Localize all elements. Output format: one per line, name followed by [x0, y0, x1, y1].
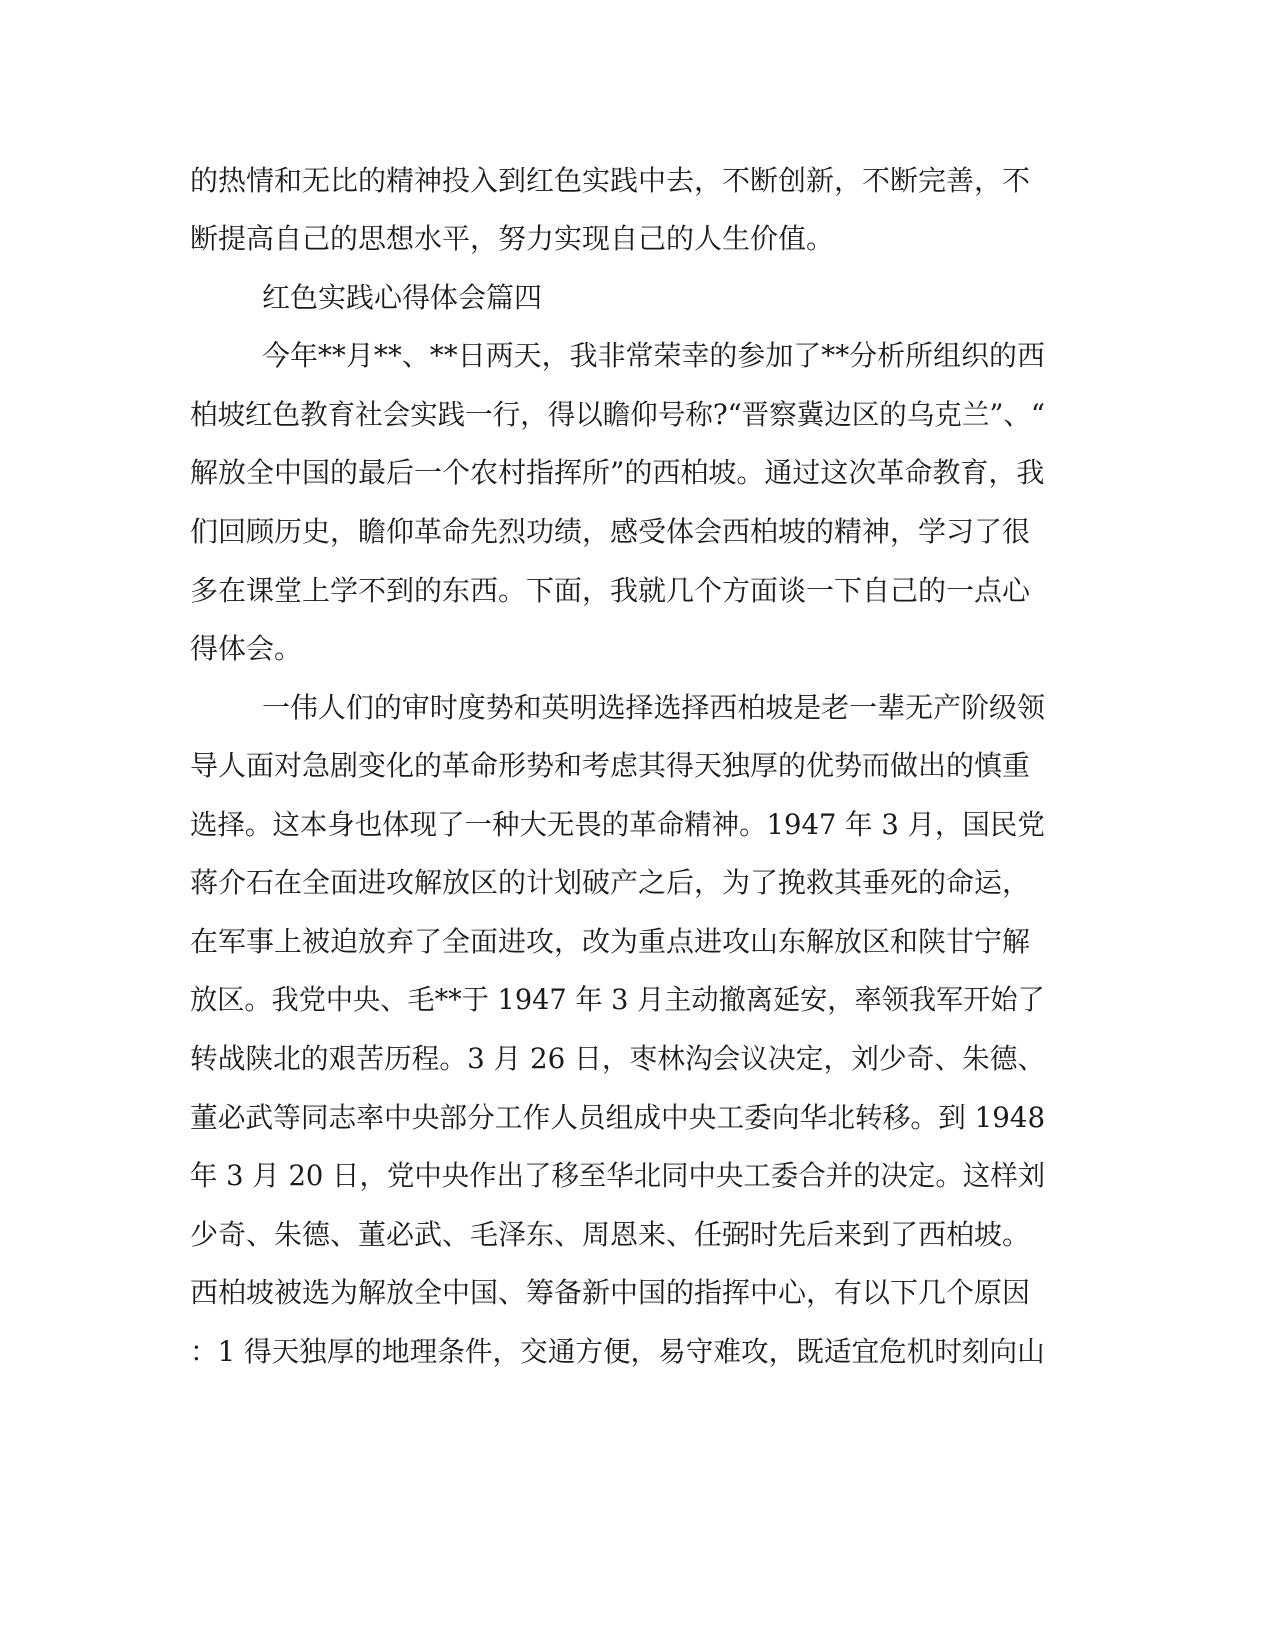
text-line: 年 3 月 20 日，党中央作出了移至华北同中央工委合并的决定。这样刘 [190, 1159, 1046, 1192]
text-line: 柏坡红色教育社会实践一行，得以瞻仰号称?“晋察冀边区的乌克兰”、“ [190, 398, 1046, 431]
text-line: 放区。我党中央、毛**于 1947 年 3 月主动撤离延安，率领我军开始了 [190, 983, 1045, 1016]
section-heading: 红色实践心得体会篇四 [262, 281, 543, 314]
text-line: 导人面对急剧变化的革命形势和考虑其得天独厚的优势而做出的慎重 [190, 749, 1031, 782]
text-line: 得体会。 [190, 632, 303, 665]
text-line: 解放全中国的最后一个农村指挥所”的西柏坡。通过这次革命教育，我 [190, 456, 1045, 489]
text-line: 断提高自己的思想水平，努力实现自己的人生价值。 [190, 222, 835, 255]
text-line: 董必武等同志率中央部分工作人员组成中央工委向华北转移。到 1948 [190, 1101, 1046, 1134]
text-line: 少奇、朱德、董必武、毛泽东、周恩来、任弼时先后来到了西柏坡。 [190, 1218, 1031, 1251]
text-line: ：1 得天独厚的地理条件，交通方便，易守难攻，既适宜危机时刻向山 [190, 1335, 1045, 1368]
text-line: 转战陕北的艰苦历程。3 月 26 日，枣林沟会议决定，刘少奇、朱德、 [190, 1042, 1046, 1075]
text-line: 蒋介石在全面进攻解放区的计划破产之后，为了挽救其垂死的命运， [190, 866, 1031, 899]
text-line: 在军事上被迫放弃了全面进攻，改为重点进攻山东解放区和陕甘宁解 [190, 925, 1031, 958]
text-line: 们回顾历史，瞻仰革命先烈功绩，感受体会西柏坡的精神，学习了很 [190, 515, 1031, 548]
text-line: 西柏坡被选为解放全中国、筹备新中国的指挥中心，有以下几个原因 [190, 1276, 1031, 1309]
text-line: 的热情和无比的精神投入到红色实践中去，不断创新，不断完善，不 [190, 164, 1031, 197]
text-line: 一伟人们的审时度势和英明选择选择西柏坡是老一辈无产阶级领 [262, 691, 1045, 724]
text-line: 今年**月**、**日两天，我非常荣幸的参加了**分析所组织的西 [262, 339, 1045, 372]
text-line: 选择。这本身也体现了一种大无畏的革命精神。1947 年 3 月，国民党 [190, 808, 1045, 841]
text-line: 多在课堂上学不到的东西。下面，我就几个方面谈一下自己的一点心 [190, 574, 1031, 607]
